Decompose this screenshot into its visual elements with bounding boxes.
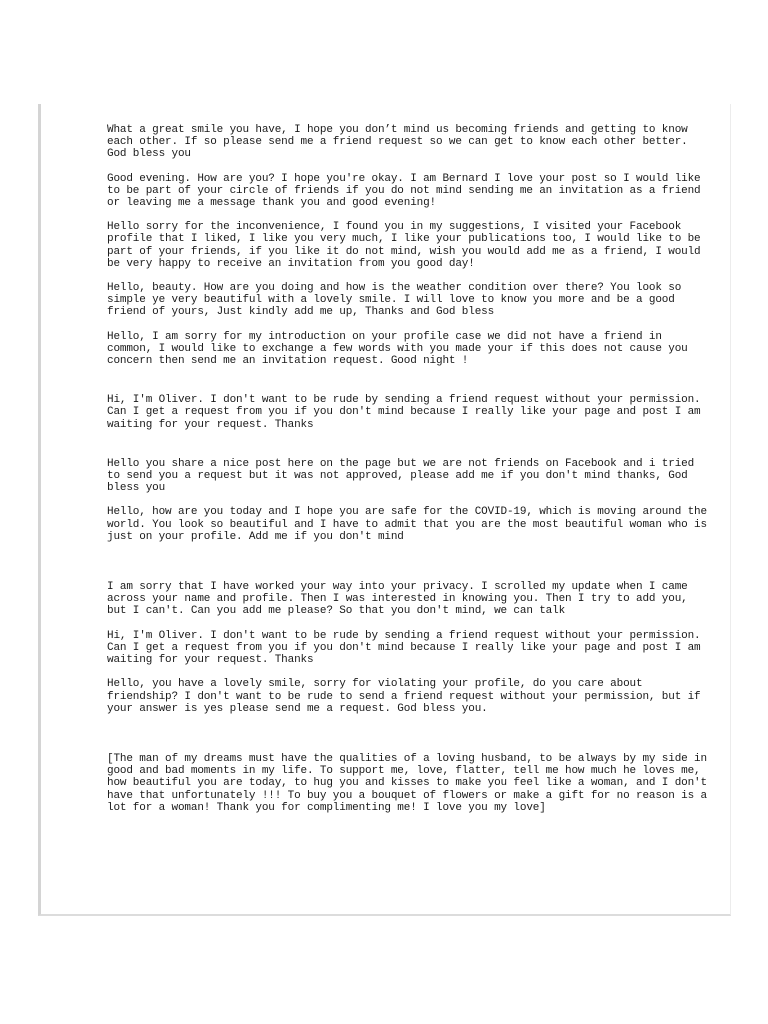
paragraph-12: [The man of my dreams must have the qualities of a loving husband, to be always by my side in good and bad moments in my life. To support me, love, flatter, tell me how much he loves me, how beautiful you are today, to hug you and kisses to make you feel like a woman, and I don't have that unfortunately !!! To buy you a bouquet of flowers or make a gift for no reason is a lot for a woman! Thank you for complimenting me! I love you my love] (107, 752, 707, 814)
paragraph-11: Hello, you have a lovely smile, sorry for violating your profile, do you care about friendship? I don't want to be rude to send a friend request without your permission, but if your answer is yes please send me a request. God bless you. (107, 678, 701, 715)
paragraph-9: I am sorry that I have worked your way into your privacy. I scrolled my update when I came across your name and profile. Then I was interested in knowing you. Then I try to add you, but I can't. Can you add me please? So that you don't mind, we can talk (107, 581, 688, 618)
paragraph-7: Hello you share a nice post here on the page but we are not friends on Facebook and i tried to send you a request but it was not approved, please add me if you don't mind thanks, God bless you (107, 457, 695, 495)
paragraph-3: Hello sorry for the inconvenience, I found you in my suggestions, I visited your Facebook profile that I liked, I like you very much, I like your publications too, I would like to be part of your friends, if you like it do not mind, wish you would add me as a friend, I would be very happy to receive an invitation from you good day! (107, 221, 701, 270)
paragraph-10: Hi, I'm Oliver. I don't want to be rude by sending a friend request without your permission. Can I get a request from you if you don't mind because I really like your page and post I am waiting for your request. Thanks (107, 629, 701, 667)
paragraph-1: What a great smile you have, I hope you don’t mind us becoming friends and getting to know each other. If so please send me a friend request so we can get to know each other better. God bless you (107, 124, 688, 161)
paragraph-4: Hello, beauty. How are you doing and how is the weather condition over there? You look so simple ye very beautiful with a lovely smile. I will love to know you more and be a good friend of yours, Just kindly add me up, Thanks and God bless (107, 282, 682, 319)
document-page (38, 104, 731, 916)
document-body (107, 124, 707, 826)
paragraph-5: Hello, I am sorry for my introduction on your profile case we did not have a friend in common, I would like to exchange a few words with you made your if this does not cause you concern then send me an invitation request. Good night ! (107, 330, 688, 368)
paragraph-2: Good evening. How are you? I hope you're okay. I am Bernard I love your post so I would like to be part of your circle of friends if you do not mind sending me an invitation as a friend or leaving me a message thank you and good evening! (107, 172, 701, 210)
paragraph-6: Hi, I'm Oliver. I don't want to be rude by sending a friend request without your permission. Can I get a request from you if you don't mind because I really like your page and post I am waiting for your request. Thanks (107, 394, 701, 431)
paragraph-8: Hello, how are you today and I hope you are safe for the COVID-19, which is moving around the world. You look so beautiful and I have to admit that you are the most beautiful woman who is just on your profile. Add me if you don't mind (107, 506, 707, 543)
